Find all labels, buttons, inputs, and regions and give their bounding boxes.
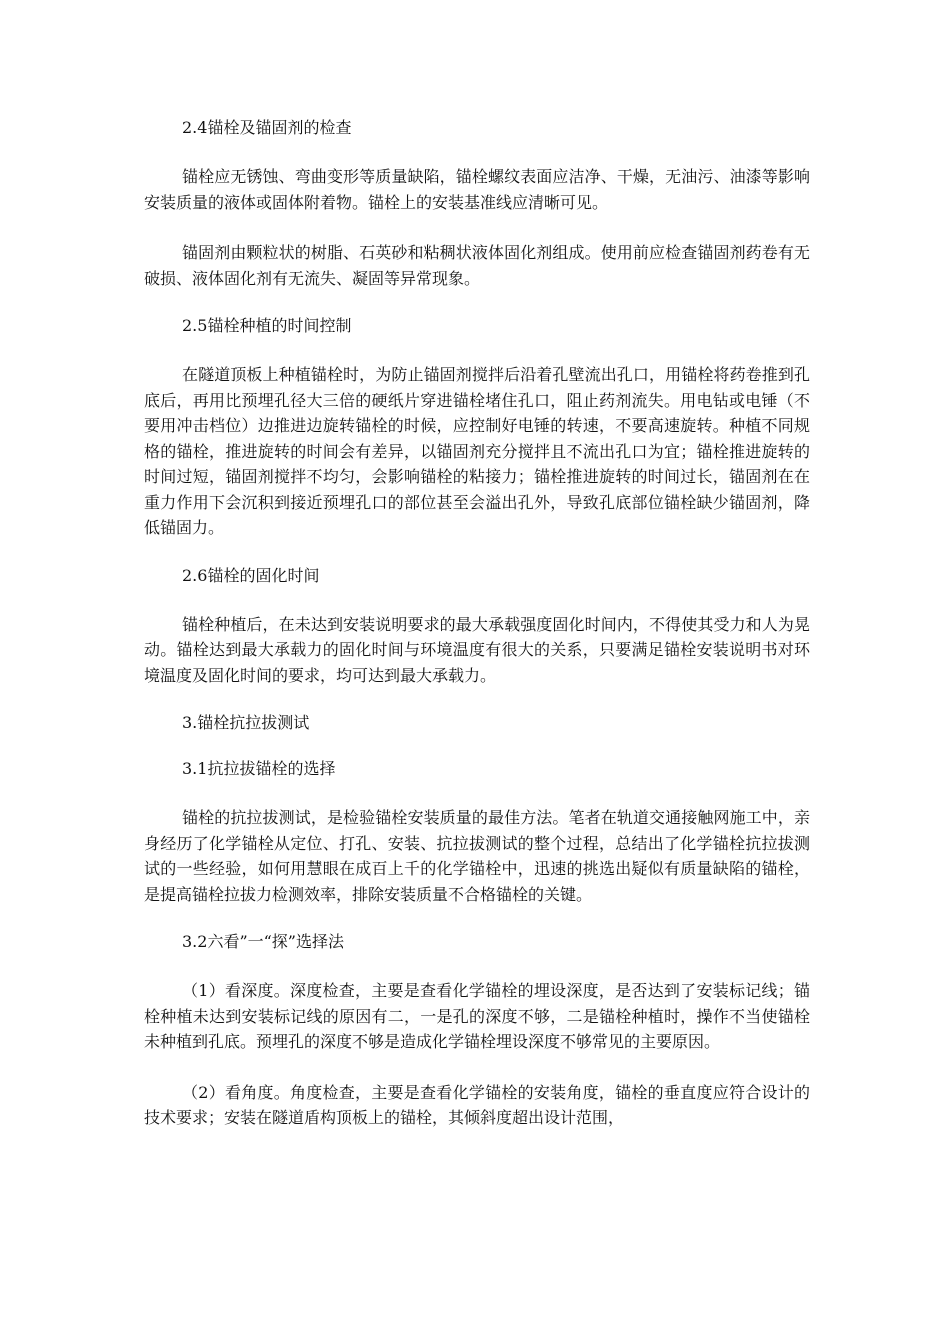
paragraph-pullout-selection: 锚栓的抗拉拔测试，是检验锚栓安装质量的最佳方法。笔者在轨道交通接触网施工中，亲身经历了化学锚栓从定位、打孔、安装、抗拉拔测试的整个过程，总结出了化学锚栓抗拉拔测试的一些经验，如何用慧眼在成百上千的化学锚栓中，迅速的挑选出疑似有质量缺陷的锚栓，是提高锚栓拉拔力检测效率，排除安装质量不合格锚栓的关键。 [144,808,810,904]
section-heading-3-1: 3.1抗拉拔锚栓的选择 [182,759,336,778]
section-heading-3: 3.锚栓抗拉拔测试 [182,713,310,732]
section-heading-3-2: 3.2六看”一“探”选择法 [182,932,344,951]
section-heading-2-5: 2.5锚栓种植的时间控制 [182,316,352,335]
paragraph-bolt-inspection: 锚栓应无锈蚀、弯曲变形等质量缺陷，锚栓螺纹表面应洁净、干燥，无油污、油漆等影响安装质量的液体或固体附着物。锚栓上的安装基准线应清晰可见。 [144,167,810,212]
paragraph-check-depth: （1）看深度。深度检查，主要是查看化学锚栓的埋设深度，是否达到了安装标记线；锚栓种植未达到安装标记线的原因有二，一是孔的深度不够，二是锚栓种植时，操作不当使锚栓未种植到孔底。预埋孔的深度不够是造成化学锚栓埋设深度不够常见的主要原因。 [144,981,810,1051]
paragraph-curing-time: 锚栓种植后，在未达到安装说明要求的最大承载强度固化时间内，不得使其受力和人为晃动。锚栓达到最大承载力的固化时间与环境温度有很大的关系，只要满足锚栓安装说明书对环境温度及固化时间的要求，均可达到最大承载力。 [144,614,810,685]
paragraph-planting-time-control: 在隧道顶板上种植锚栓时，为防止锚固剂搅拌后沿着孔壁流出孔口，用锚栓将药卷推到孔底后，再用比预埋孔径大三倍的硬纸片穿进锚栓堵住孔口，阻止药剂流失。用电钻或电锤（不要用冲击档位）边推进边旋转锚栓的时候，应控制好电锤的转速，不要高速旋转。种植不同规格的锚栓，推进旋转的时间会有差异，以锚固剂充分搅拌且不流出孔口为宜；锚栓推进旋转的时间过短，锚固剂搅拌不均匀，会影响锚栓的粘接力；锚栓推进旋转的时间过长，锚固剂在在重力作用下会沉积到接近预埋孔口的部位甚至会溢出孔外，导致孔底部位锚栓缺少锚固剂，降低锚固力。 [144,365,810,537]
section-heading-2-6: 2.6锚栓的固化时间 [182,565,320,585]
paragraph-check-angle: （2）看角度。角度检查，主要是查看化学锚栓的安装角度，锚栓的垂直度应符合设计的技术要求；安装在隧道盾构顶板上的锚栓，其倾斜度超出设计范围， [144,1082,810,1127]
document-body [144,118,810,1156]
paragraph-anchor-agent-inspection: 锚固剂由颗粒状的树脂、石英砂和粘稠状液体固化剂组成。使用前应检查锚固剂药卷有无破损、液体固化剂有无流失、凝固等异常现象。 [144,243,810,288]
section-heading-2-4: 2.4锚栓及锚固剂的检查 [182,118,352,137]
